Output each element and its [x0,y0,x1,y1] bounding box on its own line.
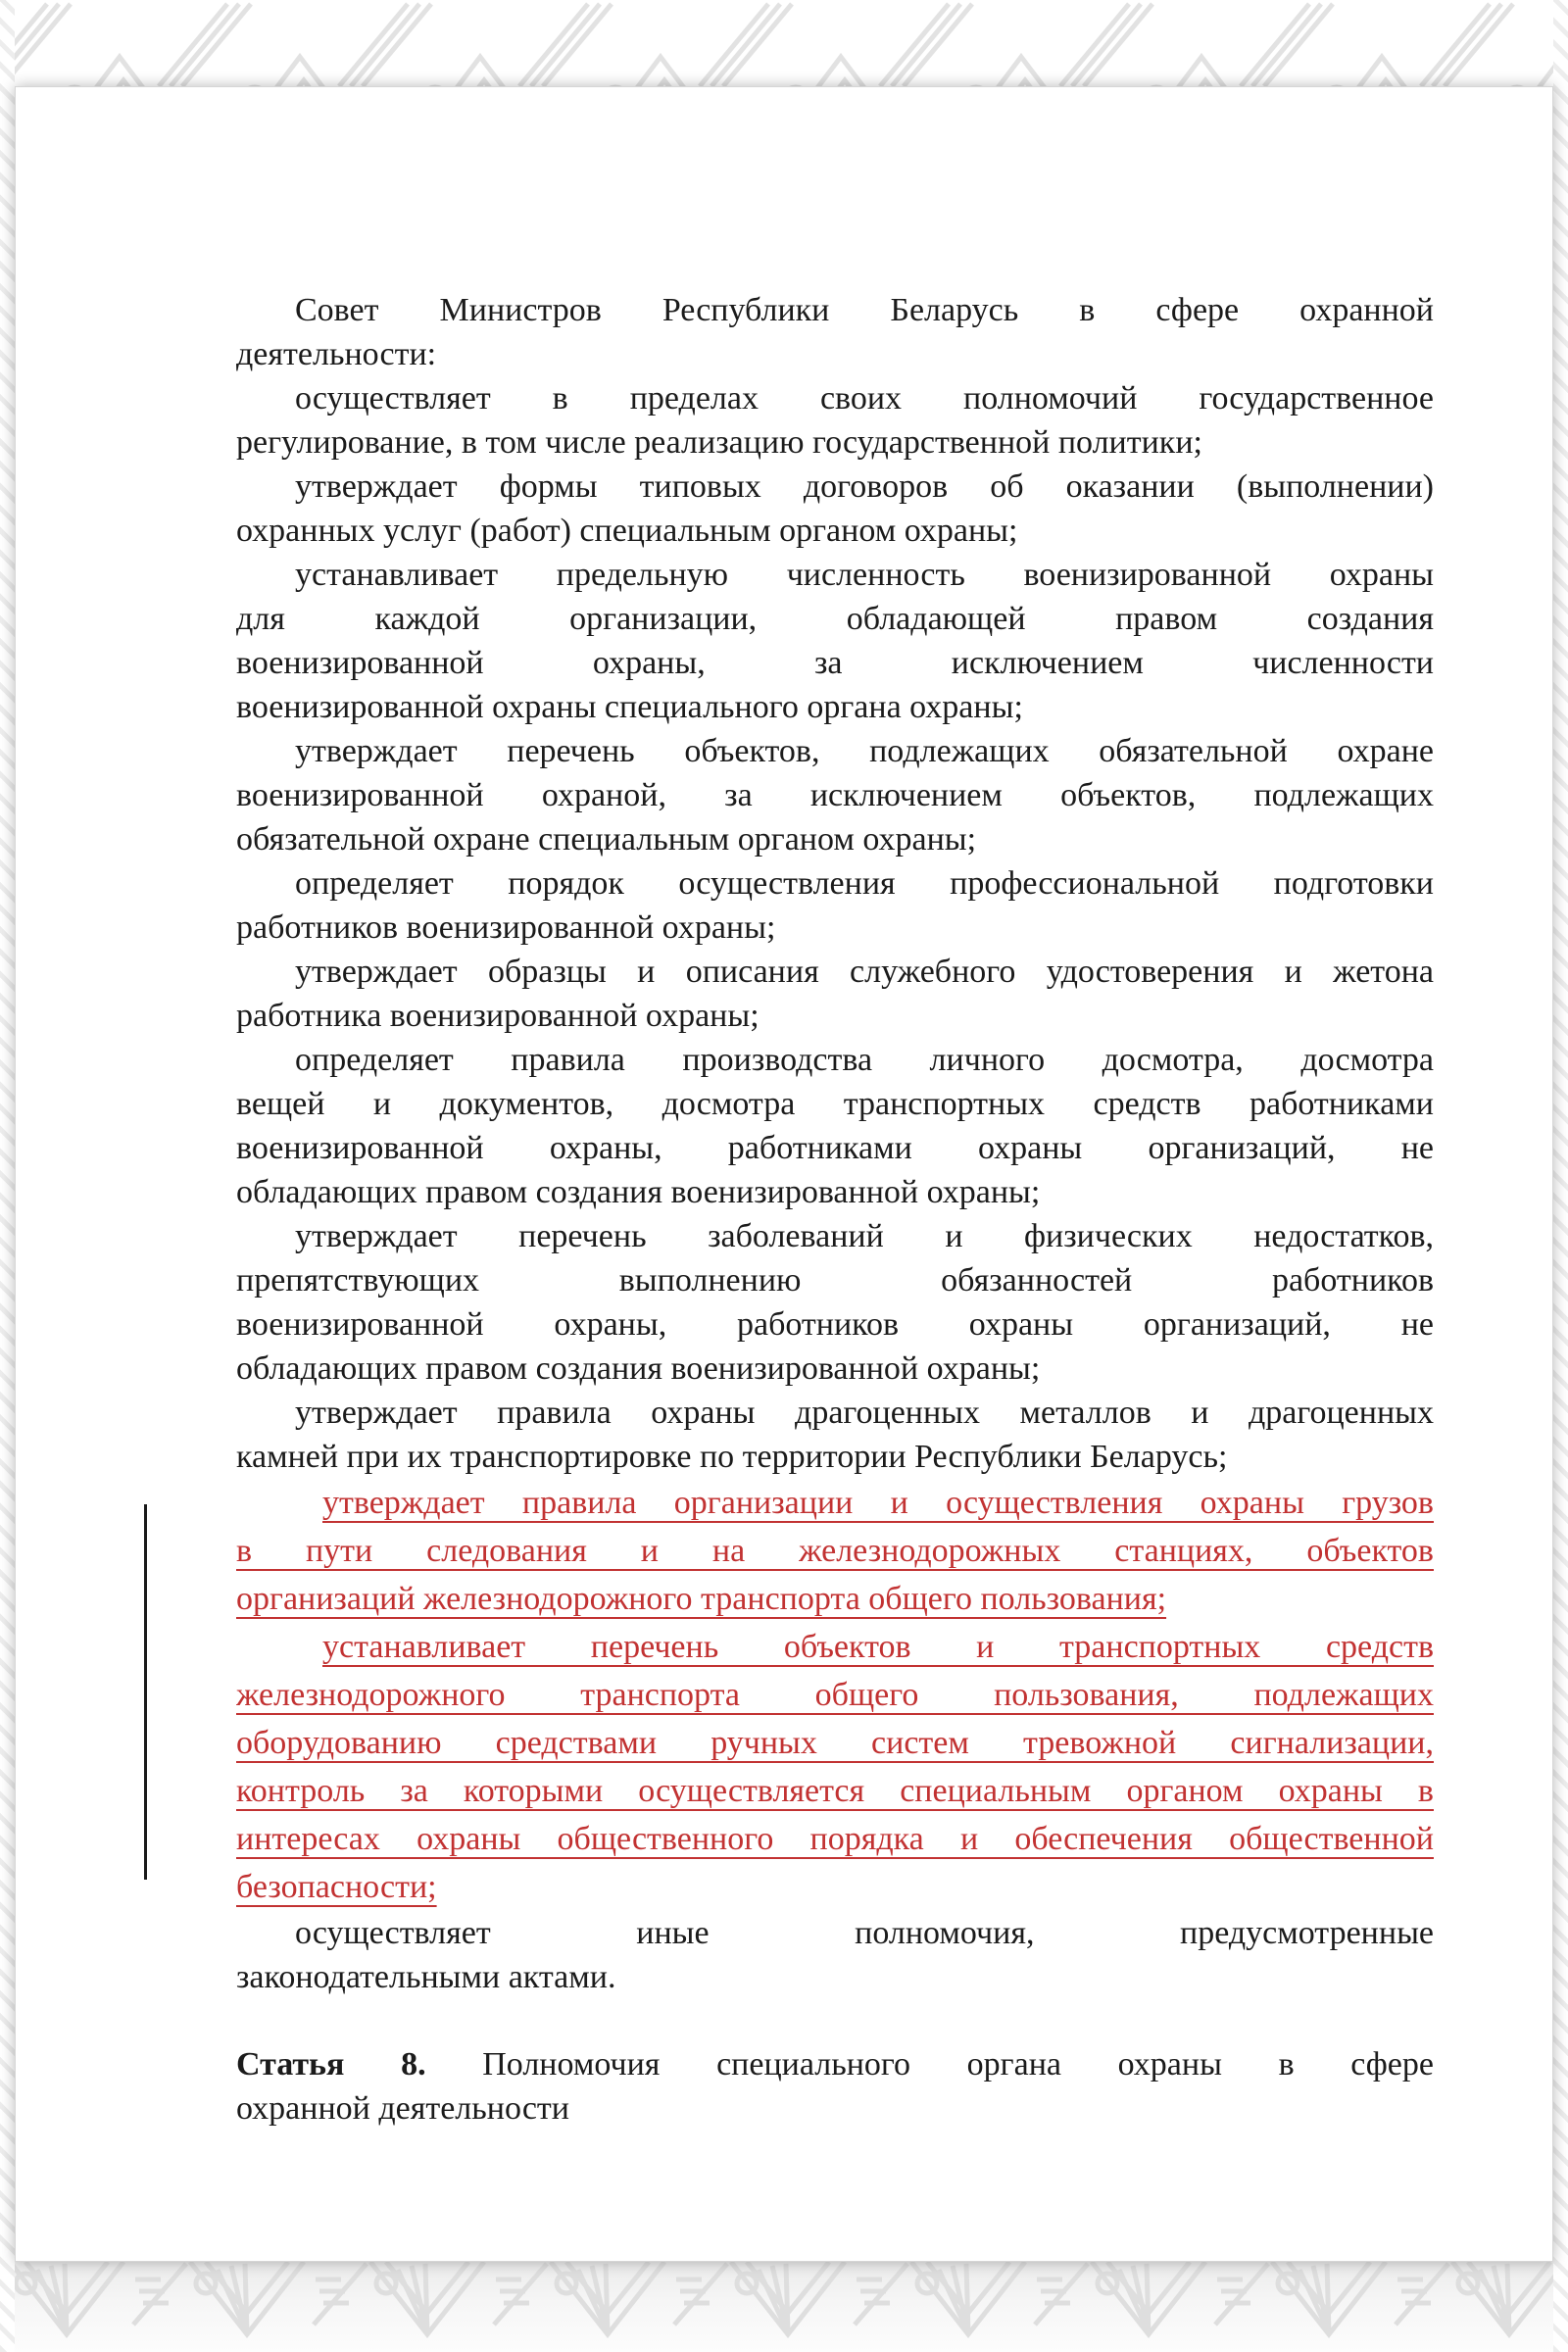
text-line: в пути следования и на железнодорожных станциях, объектов [236,1533,1434,1569]
paragraph [236,1214,1434,1391]
ornament-pattern-bottom [0,2262,1568,2352]
text-line: деятельности: [236,336,437,372]
paragraph [236,1038,1434,1214]
paragraph [236,288,1434,376]
paragraph [236,553,1434,729]
ornament-bottom-icon [0,2262,1568,2352]
paragraphs-before [236,288,1434,1479]
text-line: военизированной охраны, за исключением численности [236,645,1434,681]
text-line: утверждает правила охраны драгоценных металлов и драгоценных [295,1395,1434,1431]
paragraph [236,729,1434,861]
text-line: контроль за которыми осуществляется специальным органом охраны в [236,1773,1434,1809]
paragraph [236,1911,1434,1999]
text-line: утверждает формы типовых договоров об оказании (выполнении) [295,468,1434,505]
text-line: обладающих правом создания военизированной охраны; [236,1350,1041,1387]
text-line: оборудованию средствами ручных систем тревожной сигнализации, [236,1725,1434,1761]
text-line: утверждает правила организации и осуществления охраны грузов [322,1485,1434,1521]
paragraph [236,861,1434,950]
text-line: осуществляет иные полномочия, предусмотренные [295,1915,1434,1951]
paragraph [236,465,1434,553]
text-line: организаций железнодорожного транспорта общего пользования; [236,1581,1167,1617]
text-line: железнодорожного транспорта общего пользования, подлежащих [236,1677,1434,1713]
text-line: законодательными актами. [236,1959,616,1995]
article-heading [236,2042,1434,2131]
text-line: осуществляет в пределах своих полномочий государственное [295,380,1434,416]
paragraphs-after [236,1911,1434,1999]
text-line: обладающих правом создания военизированной охраны; [236,1174,1041,1210]
text-line: интересах охраны общественного порядка и обеспечения общественной [236,1821,1434,1857]
ornament-strip-right [1553,0,1568,2352]
change-bar [144,1504,147,1880]
text-line: определяет порядок осуществления профессиональной подготовки [295,865,1434,902]
inserted-paragraph [236,1479,1434,1623]
ornament-strip-left [0,0,15,2352]
text-line: военизированной охраны, работниками охраны организаций, не [236,1130,1434,1166]
text-line: военизированной охраной, за исключением объектов, подлежащих [236,777,1434,813]
inserted-block [236,1479,1434,1911]
text-line: военизированной охраны, работников охраны организаций, не [236,1306,1434,1343]
text-line: утверждает перечень объектов, подлежащих обязательной охране [295,733,1434,769]
text-line: военизированной охраны специального органа охраны; [236,689,1023,725]
paragraph [236,950,1434,1038]
text-line: определяет правила производства личного досмотра, досмотра [295,1042,1434,1078]
text-line: работников военизированной охраны; [236,909,776,946]
text-line: камней при их транспортировке по территории Республики Беларусь; [236,1439,1228,1475]
text-line: работника военизированной охраны; [236,998,760,1034]
text-line: вещей и документов, досмотра транспортных средств работниками [236,1086,1434,1122]
text-line: обязательной охране специальным органом охраны; [236,821,977,858]
ornament-top-icon [0,0,1568,86]
text-line: для каждой организации, обладающей правом создания [236,601,1434,637]
text-line: устанавливает перечень объектов и транспортных средств [322,1629,1434,1665]
text-line: утверждает образцы и описания служебного удостоверения и жетона [295,954,1434,990]
text-line: регулирование, в том числе реализацию государственной политики; [236,424,1202,461]
inserted-paragraph [236,1623,1434,1911]
article-number: Статья 8. [236,2046,426,2082]
article-title: Полномочия специального органа охраны в сфере [425,2046,1434,2082]
text-line: устанавливает предельную численность военизированной охраны [295,557,1434,593]
text-line: препятствующих выполнению обязанностей работников [236,1262,1434,1298]
page-sheet [15,86,1553,2262]
text-line: Совет Министров Республики Беларусь в сфере охранной [295,292,1434,328]
article-title-line2: охранной деятельности [236,2090,569,2127]
ornament-pattern-top [0,0,1568,86]
paragraph [236,1391,1434,1479]
text-line: утверждает перечень заболеваний и физических недостатков, [295,1218,1434,1254]
text-line: охранных услуг (работ) специальным органом охраны; [236,513,1018,549]
document-text [236,288,1434,2131]
text-line: безопасности; [236,1869,437,1905]
paragraph [236,376,1434,465]
